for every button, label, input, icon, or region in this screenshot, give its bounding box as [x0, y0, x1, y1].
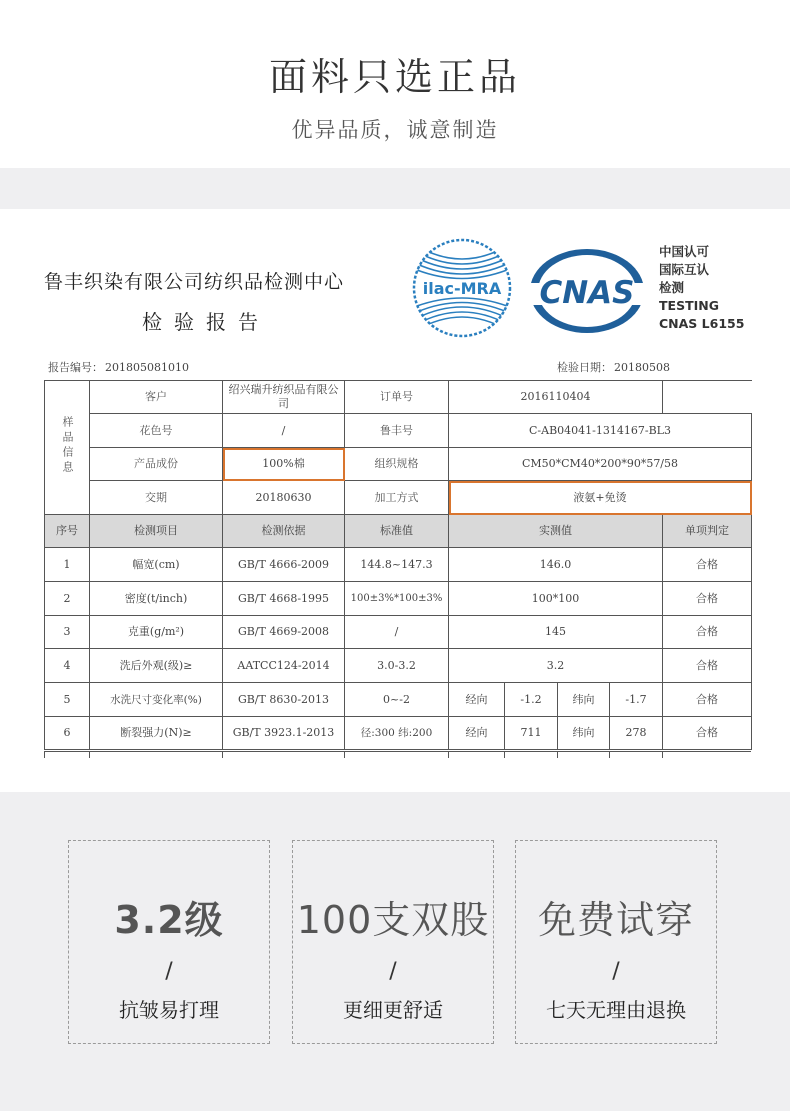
- table-cell: 合格: [663, 548, 752, 582]
- table-cell: 144.8~147.3: [345, 548, 449, 582]
- sample-info-label: 样品信息: [45, 381, 90, 515]
- table-cell: 纬向: [558, 683, 610, 717]
- table-cell: 克重(g/m²): [90, 616, 223, 649]
- table-cell: 3.0-3.2: [345, 649, 449, 683]
- feature-headline: 100支双股: [296, 898, 490, 942]
- feature-caption: 七天无理由退换: [546, 998, 686, 1022]
- report-number-value: 201805081010: [105, 361, 189, 374]
- inspection-report: [0, 209, 790, 758]
- table-cell: 1: [45, 548, 90, 582]
- inspection-date-label: 检验日期：: [557, 361, 612, 374]
- table-cell: 水洗尺寸变化率(%): [90, 683, 223, 717]
- page-title: 面料只选正品: [268, 55, 521, 99]
- table-cell: GB/T 3923.1-2013: [223, 717, 345, 750]
- column-header: 标准值: [345, 515, 449, 548]
- table-cell: 密度(t/inch): [90, 582, 223, 616]
- table-cell: 2: [45, 582, 90, 616]
- feature-caption: 更细更舒适: [343, 998, 443, 1022]
- table-row: [45, 683, 752, 717]
- inspection-date-value: 20180508: [614, 361, 670, 374]
- column-header: 序号: [45, 515, 90, 548]
- feature-headline: 3.2级: [114, 898, 224, 942]
- cnas-line: 中国认可: [659, 244, 710, 259]
- sample-value: 2016110404: [449, 381, 663, 414]
- table-cell: 100*100: [449, 582, 663, 616]
- table-cell: -1.2: [505, 683, 558, 717]
- sample-row: [45, 481, 752, 515]
- table-cell: 6: [45, 717, 90, 750]
- table-cell: 4: [45, 649, 90, 683]
- table-cell: 3.2: [449, 649, 663, 683]
- report-organization: 鲁丰织染有限公司纺织品检测中心: [44, 271, 345, 293]
- sample-value: 绍兴瑞升纺织品有限公司: [223, 381, 345, 414]
- sample-value: /: [223, 414, 345, 448]
- sample-value: C-AB04041-1314167-BL3: [449, 414, 752, 448]
- table-cell: 146.0: [449, 548, 663, 582]
- cnas-logo: [528, 247, 646, 335]
- table-row: [45, 582, 752, 616]
- table-cell: 合格: [663, 683, 752, 717]
- feature-slash: /: [389, 959, 397, 984]
- table-cell: -1.7: [610, 683, 663, 717]
- table-cutoff: [44, 751, 751, 758]
- table-cell: 合格: [663, 582, 752, 616]
- sample-row: [45, 448, 752, 481]
- blank-cell: [663, 381, 752, 414]
- table-cell: 5: [45, 683, 90, 717]
- sample-value: CM50*CM40*200*90*57/58: [449, 448, 752, 481]
- table-row: [45, 649, 752, 683]
- ilac-mra-logo: [412, 238, 512, 338]
- table-cell: 711: [505, 717, 558, 750]
- fabric-composition-highlight: 100%棉: [223, 448, 345, 481]
- cnas-line: 国际互认: [659, 262, 710, 277]
- table-cell: 断裂强力(N)≥: [90, 717, 223, 750]
- feature-card-yarn: [292, 840, 494, 1044]
- table-cell: 合格: [663, 649, 752, 683]
- column-header: 实测值: [449, 515, 663, 548]
- feature-card-wrinkle: [68, 840, 270, 1044]
- table-cell: 合格: [663, 616, 752, 649]
- features-section: [0, 792, 790, 1111]
- page-subtitle: 优异品质，诚意制造: [291, 118, 499, 142]
- sample-row: [45, 381, 752, 414]
- table-header-row: [45, 515, 752, 548]
- table-row: [45, 717, 752, 750]
- sample-value: 20180630: [223, 481, 345, 515]
- table-cell: 洗后外观(级)≥: [90, 649, 223, 683]
- inspection-date: [555, 359, 670, 375]
- cnas-accreditation-text: [659, 243, 744, 333]
- feature-card-trial: [515, 840, 717, 1044]
- sample-key: 交期: [90, 481, 223, 515]
- feature-caption: 抗皱易打理: [119, 998, 219, 1022]
- table-cell: 合格: [663, 717, 752, 750]
- sample-key: 客户: [90, 381, 223, 414]
- column-header: 检测依据: [223, 515, 345, 548]
- feature-slash: /: [612, 959, 620, 984]
- table-cell: 0~-2: [345, 683, 449, 717]
- table-cell: /: [345, 616, 449, 649]
- table-cell: GB/T 8630-2013: [223, 683, 345, 717]
- table-cell: 幅宽(cm): [90, 548, 223, 582]
- report-table: [44, 380, 752, 750]
- table-cell: 145: [449, 616, 663, 649]
- table-cell: 经向: [449, 683, 505, 717]
- report-number-label: 报告编号：: [48, 361, 103, 374]
- spacer: [0, 758, 790, 792]
- feature-slash: /: [165, 959, 173, 984]
- cnas-line: CNAS L6155: [659, 316, 745, 331]
- sample-key: 订单号: [345, 381, 449, 414]
- table-cell: 3: [45, 616, 90, 649]
- report-title: 检验报告: [142, 310, 270, 334]
- divider-band: [0, 168, 790, 209]
- cnas-line: 检测: [659, 280, 685, 295]
- page-header: [0, 0, 790, 168]
- table-cell: 纬向: [558, 717, 610, 750]
- column-header: 检测项目: [90, 515, 223, 548]
- processing-method-highlight: 液氨+免烫: [449, 481, 752, 515]
- table-row: [45, 616, 752, 649]
- sample-key: 产品成份: [90, 448, 223, 481]
- table-row: [45, 548, 752, 582]
- cnas-logo-text: CNAS: [539, 275, 635, 311]
- feature-headline: 免费试穿: [537, 898, 694, 942]
- cnas-line: TESTING: [659, 298, 719, 313]
- table-cell: GB/T 4666-2009: [223, 548, 345, 582]
- sample-key: 加工方式: [345, 481, 449, 515]
- table-cell: 径:300 纬:200: [345, 717, 449, 750]
- sample-row: [45, 414, 752, 448]
- sample-key: 花色号: [90, 414, 223, 448]
- sample-key: 鲁丰号: [345, 414, 449, 448]
- table-cell: 100±3%*100±3%: [345, 582, 449, 616]
- ilac-logo-text: ilac-MRA: [422, 279, 502, 298]
- table-cell: 经向: [449, 717, 505, 750]
- table-cell: 278: [610, 717, 663, 750]
- report-number: [46, 359, 189, 375]
- table-cell: AATCC124-2014: [223, 649, 345, 683]
- table-cell: GB/T 4668-1995: [223, 582, 345, 616]
- sample-key: 组织规格: [345, 448, 449, 481]
- column-header: 单项判定: [663, 515, 752, 548]
- table-cell: GB/T 4669-2008: [223, 616, 345, 649]
